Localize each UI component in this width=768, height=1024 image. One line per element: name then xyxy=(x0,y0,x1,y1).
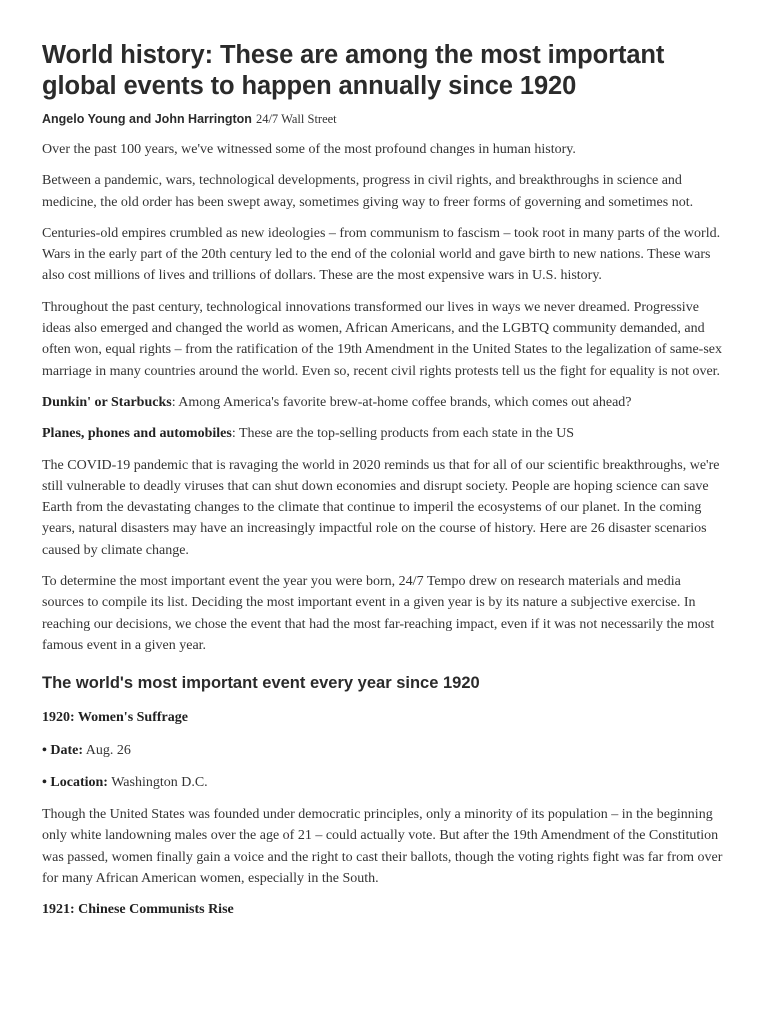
entry-location-value: Washington D.C. xyxy=(107,774,208,790)
paragraph: Centuries-old empires crumbled as new ideologies – from communism to fascism – took root in many parts of the world. Wars in the early part of the 20th century led to the end of the colonial world and gave birth to new nations. These wars also cost millions of lives and trillions of dollars. These are the most expensive wars in U.S. history. xyxy=(42,225,721,284)
related-link-text: : These are the top-selling products from each state in the US xyxy=(231,426,575,442)
byline-authors: Angelo Young and John Harrington xyxy=(42,112,252,126)
related-link-label[interactable]: Dunkin' or Starbucks xyxy=(42,394,172,410)
byline-source: 24/7 Wall Street xyxy=(255,112,337,126)
entry-heading-1921: 1921: Chinese Communists Rise xyxy=(42,902,234,918)
entry-date-label: • Date: xyxy=(42,742,84,758)
paragraph: Between a pandemic, wars, technological developments, progress in civil rights, and breakthroughs in science and medicine, the old order has been swept away, sometimes giving way to freer forms of governing and sometimes not. xyxy=(42,173,694,210)
related-link-dunkin[interactable] xyxy=(42,392,726,413)
entry-date-value: Aug. 26 xyxy=(83,742,131,758)
entry-location xyxy=(42,772,726,793)
related-link-text: : Among America's favorite brew-at-home coffee brands, which comes out ahead? xyxy=(171,394,632,410)
section-heading: The world's most important event every year since 1920 xyxy=(42,674,480,693)
related-link-products[interactable] xyxy=(42,423,726,444)
paragraph: To determine the most important event the year you were born, 24/7 Tempo drew on research materials and media sources to compile its list. Deciding the most important event in a given year is by its nature a subjective exercise. In reaching our decisions, we chose the event that had the most far-reaching impact, even if it was not necessarily the most famous event in a given year. xyxy=(42,574,715,653)
related-link-label[interactable]: Planes, phones and automobiles xyxy=(42,426,232,442)
paragraph: Over the past 100 years, we've witnessed some of the most profound changes in human history. xyxy=(42,142,576,157)
entry-date xyxy=(42,740,726,761)
entry-body: Though the United States was founded under democratic principles, only a minority of its population – in the beginning only white landowning males over the age of 21 – could actually vote. But after the 19th Amendment of the Constitution was passed, women finally gain a voice and the right to cast their ballots, though the voting rights fight was far from over for many African American women, especially in the South. xyxy=(42,807,723,887)
entry-location-label: • Location: xyxy=(42,774,108,790)
article-title: World history: These are among the most important global events to happen annually since 1920 xyxy=(42,41,665,100)
paragraph: The COVID-19 pandemic that is ravaging the world in 2020 reminds us that for all of our scientific breakthroughs, we're still vulnerable to deadly viruses that can shut down economies and disrupt society. People are hoping science can save Earth from the devastating changes to the climate that continue to imperil the ecosystems of our planet. In the coming years, natural disasters may have an increasingly impactful role on the course of history. Here are 26 disaster scenarios caused by climate change. xyxy=(42,457,720,558)
entry-heading-1920: 1920: Women's Suffrage xyxy=(42,710,188,726)
byline xyxy=(42,110,726,128)
paragraph: Throughout the past century, technological innovations transformed our lives in ways we never dreamed. Progressive ideas also emerged and changed the world as women, African Americans, and the LGBTQ community demanded, and often won, equal rights – from the ratification of the 19th Amendment in the United States to the legalization of same-sex marriage in many countries around the world. Even so, recent civil rights protests tell us the fight for equality is not over. xyxy=(42,299,722,379)
